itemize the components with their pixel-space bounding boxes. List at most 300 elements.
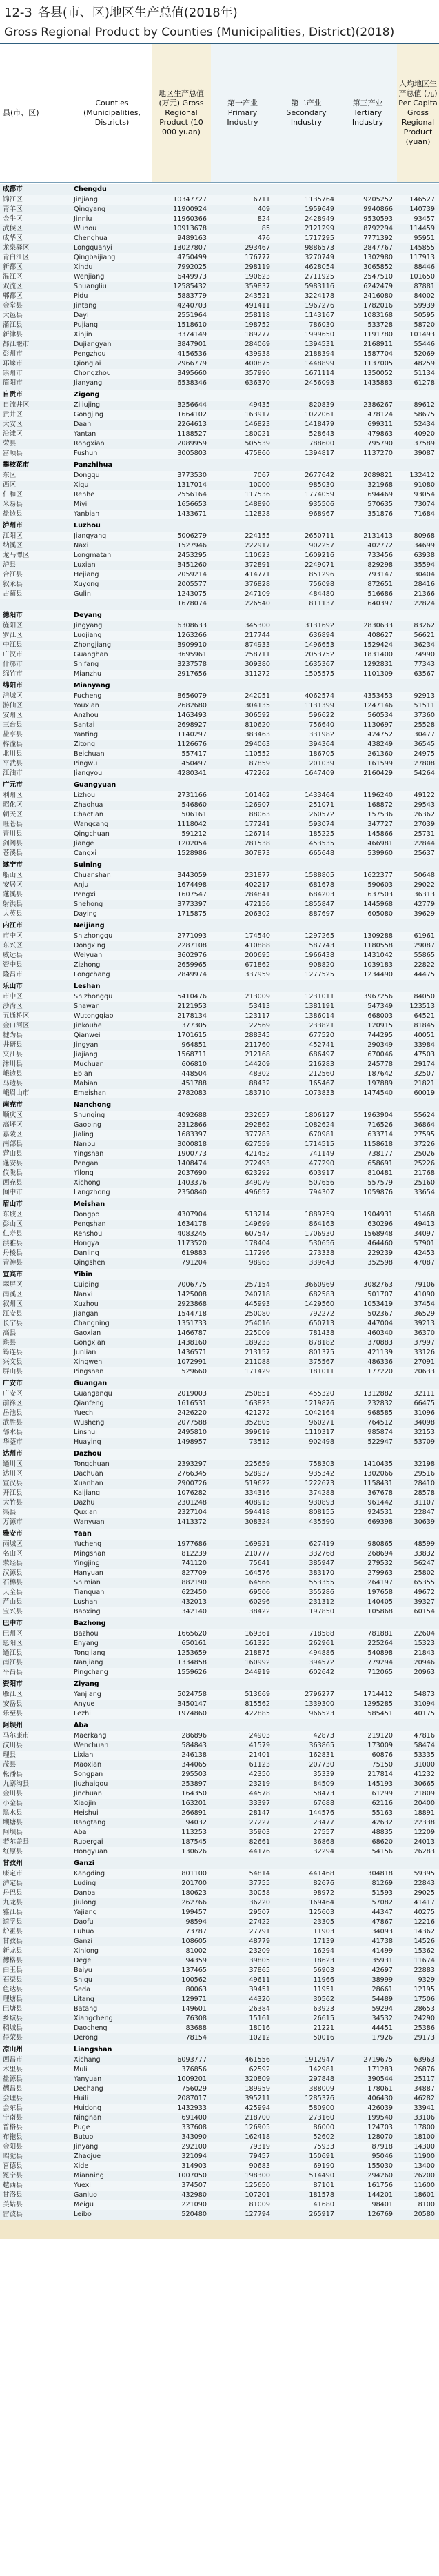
table-row bbox=[0, 1780, 439, 1789]
county-name-en: Neijiang bbox=[74, 922, 105, 929]
cell-tertiary: 1302980 bbox=[363, 254, 393, 261]
county-name-cn: 成华区 bbox=[3, 234, 23, 242]
cell-grp: 2019003 bbox=[177, 1390, 207, 1398]
cell-secondary: 1429560 bbox=[305, 1300, 334, 1308]
cell-grp: 1263266 bbox=[177, 632, 207, 639]
cell-per-capita: 25637 bbox=[414, 849, 435, 857]
table-row bbox=[0, 1309, 439, 1319]
county-name-cn: 巴塘县 bbox=[3, 2005, 23, 2013]
cell-tertiary: 406430 bbox=[367, 2095, 393, 2102]
county-name-cn: 贡井区 bbox=[3, 411, 23, 419]
county-name-en: Luojiang bbox=[74, 632, 102, 639]
cell-primary: 23219 bbox=[249, 1780, 270, 1788]
cell-grp: 2551964 bbox=[177, 312, 207, 319]
county-name-en: Rangtang bbox=[74, 1819, 106, 1827]
table-row bbox=[0, 1809, 439, 1818]
county-name-cn: 眉山市 bbox=[3, 1200, 23, 1208]
county-name-cn: 自流井区 bbox=[3, 401, 30, 409]
cell-tertiary: 522947 bbox=[367, 1438, 393, 1446]
title-cn-text: 各县(市、区)地区生产总值(2018年) bbox=[37, 6, 238, 20]
cell-grp: 7992025 bbox=[177, 263, 207, 271]
cell-primary: 243521 bbox=[245, 292, 270, 300]
cell-primary: 42350 bbox=[249, 1771, 270, 1778]
county-name-en: Gongjing bbox=[74, 411, 103, 419]
cell-primary: 281538 bbox=[245, 840, 270, 847]
cell-tertiary: 9530593 bbox=[363, 215, 393, 223]
table-row bbox=[0, 1079, 439, 1089]
cell-per-capita: 20580 bbox=[414, 2211, 435, 2218]
group-row bbox=[0, 1679, 439, 1690]
cell-grp bbox=[152, 1269, 211, 1280]
cell-per-capita: 55865 bbox=[414, 952, 435, 959]
county-name-cn: 大竹县 bbox=[3, 1499, 23, 1507]
cell-grp: 100562 bbox=[181, 1976, 207, 1984]
cell-grp: 1683397 bbox=[177, 1131, 207, 1138]
county-name-en: Xiaojin bbox=[74, 1800, 96, 1807]
county-name-en: Dongpo bbox=[74, 1211, 100, 1218]
cell-tertiary bbox=[338, 981, 397, 992]
cell-grp: 1498957 bbox=[177, 1438, 207, 1446]
cell-per-capita: 11674 bbox=[414, 1957, 435, 1964]
table-row bbox=[0, 1040, 439, 1050]
cell-grp: 1403376 bbox=[177, 1179, 207, 1187]
cell-tertiary: 1587704 bbox=[363, 350, 393, 358]
table-body bbox=[0, 184, 439, 2239]
county-name-cn: 华蓥市 bbox=[3, 1438, 23, 1446]
cell-secondary: 851296 bbox=[309, 571, 334, 578]
table-row bbox=[0, 1700, 439, 1709]
cell-tertiary: 712065 bbox=[367, 1669, 393, 1676]
cell-grp: 3773530 bbox=[177, 472, 207, 479]
cell-tertiary: 17926 bbox=[371, 2034, 393, 2042]
table-row bbox=[0, 1966, 439, 1975]
cell-grp bbox=[152, 390, 211, 401]
county-name-cn: 丹棱县 bbox=[3, 1249, 23, 1257]
county-name-en: Guanganqu bbox=[74, 1390, 112, 1398]
cell-secondary: 435590 bbox=[309, 1518, 334, 1526]
table-row bbox=[0, 621, 439, 631]
cell-tertiary: 1474540 bbox=[363, 1089, 393, 1097]
cell-secondary: 186705 bbox=[309, 750, 334, 758]
cell-per-capita: 44475 bbox=[414, 971, 435, 978]
cell-per-capita: 21366 bbox=[414, 590, 435, 598]
cell-per-capita: 73074 bbox=[414, 501, 435, 508]
cell-per-capita: 80968 bbox=[414, 532, 435, 540]
cell-secondary: 670981 bbox=[309, 1131, 334, 1138]
cell-primary: 513669 bbox=[245, 1691, 270, 1698]
cell-primary: 163917 bbox=[245, 411, 270, 419]
cell-grp: 1616531 bbox=[177, 1400, 207, 1407]
county-name-en: Jianyang bbox=[74, 379, 103, 387]
cell-primary: 294063 bbox=[245, 741, 270, 748]
cell-tertiary: 872651 bbox=[367, 581, 393, 588]
county-name-cn: 中江县 bbox=[3, 641, 23, 649]
cell-tertiary: 51593 bbox=[371, 1889, 393, 1897]
table-row bbox=[0, 369, 439, 379]
cell-primary: 377783 bbox=[245, 1131, 270, 1138]
cell-tertiary bbox=[338, 390, 397, 401]
cell-secondary bbox=[274, 1100, 338, 1111]
cell-secondary bbox=[274, 184, 338, 195]
county-name-en: Wusheng bbox=[74, 1419, 105, 1427]
cell-per-capita: 87881 bbox=[414, 283, 435, 290]
cell-per-capita: 132412 bbox=[409, 472, 435, 479]
cell-per-capita: 63963 bbox=[414, 2056, 435, 2064]
cell-primary: 320809 bbox=[245, 2075, 270, 2083]
cell-per-capita: 8100 bbox=[418, 2201, 435, 2208]
county-name-cn: 仁和区 bbox=[3, 491, 23, 499]
cell-primary: 307873 bbox=[245, 849, 270, 857]
cell-primary: 505539 bbox=[245, 440, 270, 447]
cell-secondary: 1774059 bbox=[305, 491, 334, 499]
county-name-cn: 马尔康市 bbox=[3, 1732, 30, 1740]
county-name-en: Ganzi bbox=[74, 1860, 95, 1867]
county-name-en: Lizhou bbox=[74, 792, 96, 799]
cell-secondary: 477290 bbox=[309, 1160, 334, 1167]
cell-grp: 2312866 bbox=[177, 1121, 207, 1129]
cell-primary: 24903 bbox=[249, 1732, 270, 1740]
cell-per-capita: 27039 bbox=[414, 821, 435, 828]
cell-grp: 432980 bbox=[181, 2191, 207, 2199]
cell-per-capita: 34097 bbox=[414, 1230, 435, 1238]
cell-primary: 87859 bbox=[249, 760, 270, 767]
cell-grp: 78154 bbox=[185, 2034, 207, 2042]
table-row bbox=[0, 1338, 439, 1348]
cell-primary: 61123 bbox=[249, 1761, 270, 1769]
cell-grp: 2682680 bbox=[177, 702, 207, 710]
table-row bbox=[0, 2162, 439, 2171]
county-name-cn: 西充县 bbox=[3, 1179, 23, 1187]
cell-primary: 107201 bbox=[245, 2191, 270, 2199]
county-name-en: Daocheng bbox=[74, 2024, 108, 2032]
county-name-cn: 苍溪县 bbox=[3, 849, 23, 857]
cell-per-capita: 18100 bbox=[414, 2133, 435, 2141]
group-row bbox=[0, 860, 439, 871]
cell-secondary: 811137 bbox=[309, 600, 334, 607]
cell-per-capita: 18891 bbox=[414, 1809, 435, 1817]
county-name-cn: 绵竹市 bbox=[3, 670, 23, 678]
cell-tertiary: 810481 bbox=[367, 1169, 393, 1177]
cell-primary: 126905 bbox=[245, 2124, 270, 2131]
county-name-en: Renshou bbox=[74, 1230, 103, 1238]
cell-secondary: 41680 bbox=[313, 2201, 334, 2208]
county-name-en: Mianning bbox=[74, 2172, 104, 2180]
cell-primary: 810620 bbox=[245, 721, 270, 729]
cell-tertiary: 126769 bbox=[367, 2211, 393, 2218]
cell-tertiary: 62116 bbox=[371, 1800, 393, 1807]
cell-primary: 496657 bbox=[245, 1189, 270, 1196]
table-row bbox=[0, 551, 439, 561]
cell-primary: 189233 bbox=[245, 1339, 270, 1347]
cell-tertiary: 779294 bbox=[367, 1659, 393, 1667]
cell-tertiary: 630296 bbox=[367, 1220, 393, 1228]
county-name-cn: 峨边县 bbox=[3, 1070, 23, 1078]
cell-tertiary: 2719675 bbox=[363, 2056, 393, 2064]
cell-secondary: 593074 bbox=[309, 821, 334, 828]
group-row bbox=[0, 681, 439, 692]
table-row bbox=[0, 1021, 439, 1031]
cell-tertiary: 47867 bbox=[371, 1918, 393, 1926]
cell-secondary: 935342 bbox=[309, 1470, 334, 1478]
county-name-en: Zhaojue bbox=[74, 2153, 101, 2160]
county-name-en: Weiyuan bbox=[74, 952, 103, 959]
table-row bbox=[0, 1498, 439, 1508]
cell-grp: 450497 bbox=[181, 760, 207, 767]
cell-grp: 286896 bbox=[181, 1732, 207, 1740]
county-name-en: Xindu bbox=[74, 263, 93, 271]
county-name-cn: 江安县 bbox=[3, 1310, 23, 1318]
cell-grp: 591212 bbox=[181, 830, 207, 838]
county-name-cn: 双流区 bbox=[3, 283, 23, 290]
cell-primary: 247109 bbox=[245, 590, 270, 598]
cell-per-capita bbox=[397, 920, 439, 932]
cell-grp: 2766345 bbox=[177, 1470, 207, 1478]
cell-grp: 2350840 bbox=[177, 1189, 207, 1196]
cell-tertiary: 424752 bbox=[367, 731, 393, 738]
county-name-cn: 温江区 bbox=[3, 273, 23, 281]
cell-primary: 189277 bbox=[245, 331, 270, 339]
cell-primary: 272493 bbox=[245, 1160, 270, 1167]
county-name-cn: 北川县 bbox=[3, 750, 23, 758]
cell-primary: 62592 bbox=[249, 2066, 270, 2073]
county-name-cn: 沿滩区 bbox=[3, 430, 23, 438]
cell-grp: 2087017 bbox=[177, 2095, 207, 2102]
cell-per-capita: 84002 bbox=[414, 292, 435, 300]
county-name-cn: 岳池县 bbox=[3, 1409, 23, 1417]
cell-secondary: 181011 bbox=[309, 1368, 334, 1376]
cell-primary: 298119 bbox=[245, 263, 270, 271]
county-name-en: Gongxian bbox=[74, 1339, 105, 1347]
cell-grp: 584843 bbox=[181, 1742, 207, 1749]
cell-per-capita: 20400 bbox=[414, 1800, 435, 1807]
cell-per-capita: 12216 bbox=[414, 1918, 435, 1926]
cell-primary: 472156 bbox=[245, 900, 270, 908]
cell-secondary: 374288 bbox=[309, 1489, 334, 1497]
cell-secondary: 494886 bbox=[309, 1649, 334, 1657]
cell-per-capita: 63567 bbox=[414, 670, 435, 678]
cell-primary: 174540 bbox=[245, 932, 270, 940]
county-name-en: Hanyuan bbox=[74, 1569, 103, 1577]
table-row bbox=[0, 1159, 439, 1169]
cell-tertiary: 633714 bbox=[367, 1131, 393, 1138]
cell-tertiary: 1130697 bbox=[363, 721, 393, 729]
county-name-cn: 古蔺县 bbox=[3, 590, 23, 598]
county-name-en: Xinjin bbox=[74, 331, 92, 339]
cell-grp: 1559626 bbox=[177, 1669, 207, 1676]
cell-primary: 98963 bbox=[249, 1259, 270, 1267]
cell-primary: 7067 bbox=[253, 472, 270, 479]
county-name-cn: 昭化区 bbox=[3, 801, 23, 809]
cell-per-capita bbox=[397, 184, 439, 195]
header-per-capita: 人均地区生产总值 (元) Per Capita Gross Regional Product (yuan) bbox=[397, 44, 439, 182]
cell-secondary: 682583 bbox=[309, 1291, 334, 1298]
cell-tertiary bbox=[338, 1269, 397, 1280]
cell-tertiary: 502367 bbox=[367, 1310, 393, 1318]
cell-primary: 250080 bbox=[245, 1310, 270, 1318]
county-name-en: Tianquan bbox=[74, 1589, 105, 1596]
cell-primary: 421452 bbox=[245, 1150, 270, 1158]
county-name-en: Chenghua bbox=[74, 234, 108, 242]
county-name-cn: 康定市 bbox=[3, 1870, 23, 1878]
table-row bbox=[0, 801, 439, 810]
cell-secondary: 1609216 bbox=[305, 552, 334, 559]
cell-grp: 2393297 bbox=[177, 1460, 207, 1468]
county-name-en: Jialing bbox=[74, 1131, 94, 1138]
county-name-en: Xuyong bbox=[74, 581, 99, 588]
cell-grp: 1351733 bbox=[177, 1320, 207, 1327]
table-row bbox=[0, 900, 439, 909]
county-name-cn: 南江县 bbox=[3, 1659, 23, 1667]
cell-secondary: 181578 bbox=[309, 2191, 334, 2199]
cell-tertiary bbox=[338, 1199, 397, 1210]
cell-per-capita: 49413 bbox=[414, 1220, 435, 1228]
cell-tertiary bbox=[338, 1449, 397, 1460]
cell-grp: 3237578 bbox=[177, 661, 207, 668]
cell-primary: 27227 bbox=[249, 1819, 270, 1827]
county-name-en: Qingchuan bbox=[74, 830, 110, 838]
county-name-cn: 射洪县 bbox=[3, 900, 23, 908]
cell-per-capita: 58720 bbox=[414, 321, 435, 329]
cell-grp: 1544718 bbox=[177, 1310, 207, 1318]
cell-grp: 5024758 bbox=[177, 1691, 207, 1698]
cell-per-capita: 48599 bbox=[414, 1540, 435, 1548]
county-name-cn: 黑水县 bbox=[3, 1809, 23, 1817]
table-row bbox=[0, 711, 439, 721]
table-row bbox=[0, 301, 439, 311]
county-name-en: Dazhu bbox=[74, 1499, 95, 1507]
table-row bbox=[0, 1319, 439, 1329]
cell-tertiary bbox=[338, 460, 397, 471]
cell-secondary: 125603 bbox=[309, 1909, 334, 1916]
cell-tertiary: 145866 bbox=[367, 830, 393, 838]
cell-primary: 35903 bbox=[249, 1829, 270, 1836]
county-name-en: Zigong bbox=[74, 391, 100, 399]
cell-tertiary: 279532 bbox=[367, 1560, 393, 1567]
cell-primary: 37865 bbox=[249, 1966, 270, 1974]
cell-tertiary: 1714412 bbox=[363, 1691, 393, 1698]
cell-secondary: 878182 bbox=[309, 1339, 334, 1347]
cell-secondary bbox=[274, 1449, 338, 1460]
county-name-en: Jiange bbox=[74, 840, 94, 847]
table-row bbox=[0, 1358, 439, 1367]
cell-per-capita: 24975 bbox=[414, 750, 435, 758]
cell-per-capita: 35594 bbox=[414, 561, 435, 569]
county-name-en: Maerkang bbox=[74, 1732, 107, 1740]
cell-grp: 2731166 bbox=[177, 792, 207, 799]
cell-per-capita: 32507 bbox=[414, 1070, 435, 1078]
county-name-en: Dege bbox=[74, 1957, 92, 1964]
county-name-cn: 内江市 bbox=[3, 922, 23, 929]
county-name-cn: 布拖县 bbox=[3, 2133, 23, 2141]
cell-per-capita bbox=[397, 1449, 439, 1460]
cell-tertiary bbox=[338, 184, 397, 195]
cell-per-capita: 117913 bbox=[409, 254, 435, 261]
cell-per-capita: 47503 bbox=[414, 1051, 435, 1058]
cell-grp: 2966779 bbox=[177, 360, 207, 368]
county-name-en: Jiajiang bbox=[74, 1051, 98, 1058]
cell-per-capita bbox=[397, 860, 439, 871]
county-name-en: Guangyuan bbox=[74, 781, 116, 789]
county-name-cn: 雅江县 bbox=[3, 1909, 23, 1916]
cell-tertiary: 44451 bbox=[371, 2024, 393, 2032]
county-name-cn: 会理县 bbox=[3, 2095, 23, 2102]
group-row bbox=[0, 1378, 439, 1389]
county-name-cn: 名山区 bbox=[3, 1550, 23, 1558]
county-name-cn: 金川县 bbox=[3, 1790, 23, 1798]
cell-per-capita: 55446 bbox=[414, 341, 435, 348]
cell-per-capita: 24290 bbox=[414, 2015, 435, 2022]
cell-per-capita: 41232 bbox=[414, 1771, 435, 1778]
county-name-en: Ebian bbox=[74, 1070, 92, 1078]
cell-grp: 1126676 bbox=[177, 741, 207, 748]
cell-secondary: 32294 bbox=[313, 1848, 334, 1855]
cell-grp: 2301248 bbox=[177, 1499, 207, 1507]
county-name-cn: 德阳市 bbox=[3, 612, 23, 619]
cell-per-capita: 39213 bbox=[414, 1320, 435, 1327]
table-row bbox=[0, 481, 439, 490]
cell-primary: 213157 bbox=[245, 1349, 270, 1356]
county-name-cn: 蒲江县 bbox=[3, 321, 23, 329]
cell-per-capita: 49672 bbox=[414, 1589, 435, 1596]
table-row bbox=[0, 1869, 439, 1879]
cell-grp: 2005577 bbox=[177, 581, 207, 588]
cell-grp: 376856 bbox=[181, 2066, 207, 2073]
cell-primary: 257154 bbox=[245, 1281, 270, 1289]
group-row bbox=[0, 920, 439, 932]
table-row bbox=[0, 932, 439, 941]
table-row bbox=[0, 401, 439, 410]
county-name-cn: 甘洛县 bbox=[3, 2191, 23, 2199]
county-name-cn: 朝天区 bbox=[3, 811, 23, 818]
cell-secondary: 1386014 bbox=[305, 1012, 334, 1020]
county-name-cn: 昭觉县 bbox=[3, 2153, 23, 2160]
county-name-en: Wangcang bbox=[74, 821, 109, 828]
county-name-cn: 炉霍县 bbox=[3, 1928, 23, 1935]
table-row bbox=[0, 1898, 439, 1908]
county-name-en: Chuanshan bbox=[74, 872, 111, 879]
cell-secondary: 902498 bbox=[309, 1438, 334, 1446]
cell-per-capita: 30477 bbox=[414, 731, 435, 738]
cell-grp: 98594 bbox=[185, 1918, 207, 1926]
cell-secondary: 1381191 bbox=[305, 1003, 334, 1010]
county-name-cn: 美姑县 bbox=[3, 2201, 23, 2208]
cell-grp: 73787 bbox=[185, 1928, 207, 1935]
cell-per-capita: 31094 bbox=[414, 1700, 435, 1708]
table-row bbox=[0, 2055, 439, 2065]
cell-grp: 4092688 bbox=[177, 1111, 207, 1119]
group-row bbox=[0, 460, 439, 471]
cell-tertiary: 6242479 bbox=[363, 283, 393, 290]
county-name-cn: 开江县 bbox=[3, 1489, 23, 1497]
cell-primary bbox=[211, 1679, 274, 1690]
county-name-en: Yajiang bbox=[74, 1909, 97, 1916]
cell-tertiary bbox=[338, 610, 397, 621]
cell-per-capita: 84050 bbox=[414, 993, 435, 1000]
county-name-en: Deyang bbox=[74, 612, 102, 619]
cell-tertiary: 557579 bbox=[367, 1179, 393, 1187]
cell-per-capita: 59939 bbox=[414, 302, 435, 310]
table-row bbox=[0, 2065, 439, 2075]
cell-per-capita: 83262 bbox=[414, 622, 435, 630]
cell-grp: 1243075 bbox=[177, 590, 207, 598]
cell-grp: 81002 bbox=[185, 1947, 207, 1955]
county-name-cn: 邻水县 bbox=[3, 1429, 23, 1436]
cell-secondary: 1110317 bbox=[305, 1429, 334, 1436]
county-name-cn: 平武县 bbox=[3, 760, 23, 767]
table-row bbox=[0, 2024, 439, 2033]
cell-per-capita: 71684 bbox=[414, 510, 435, 518]
cell-secondary: 273160 bbox=[309, 2114, 334, 2122]
